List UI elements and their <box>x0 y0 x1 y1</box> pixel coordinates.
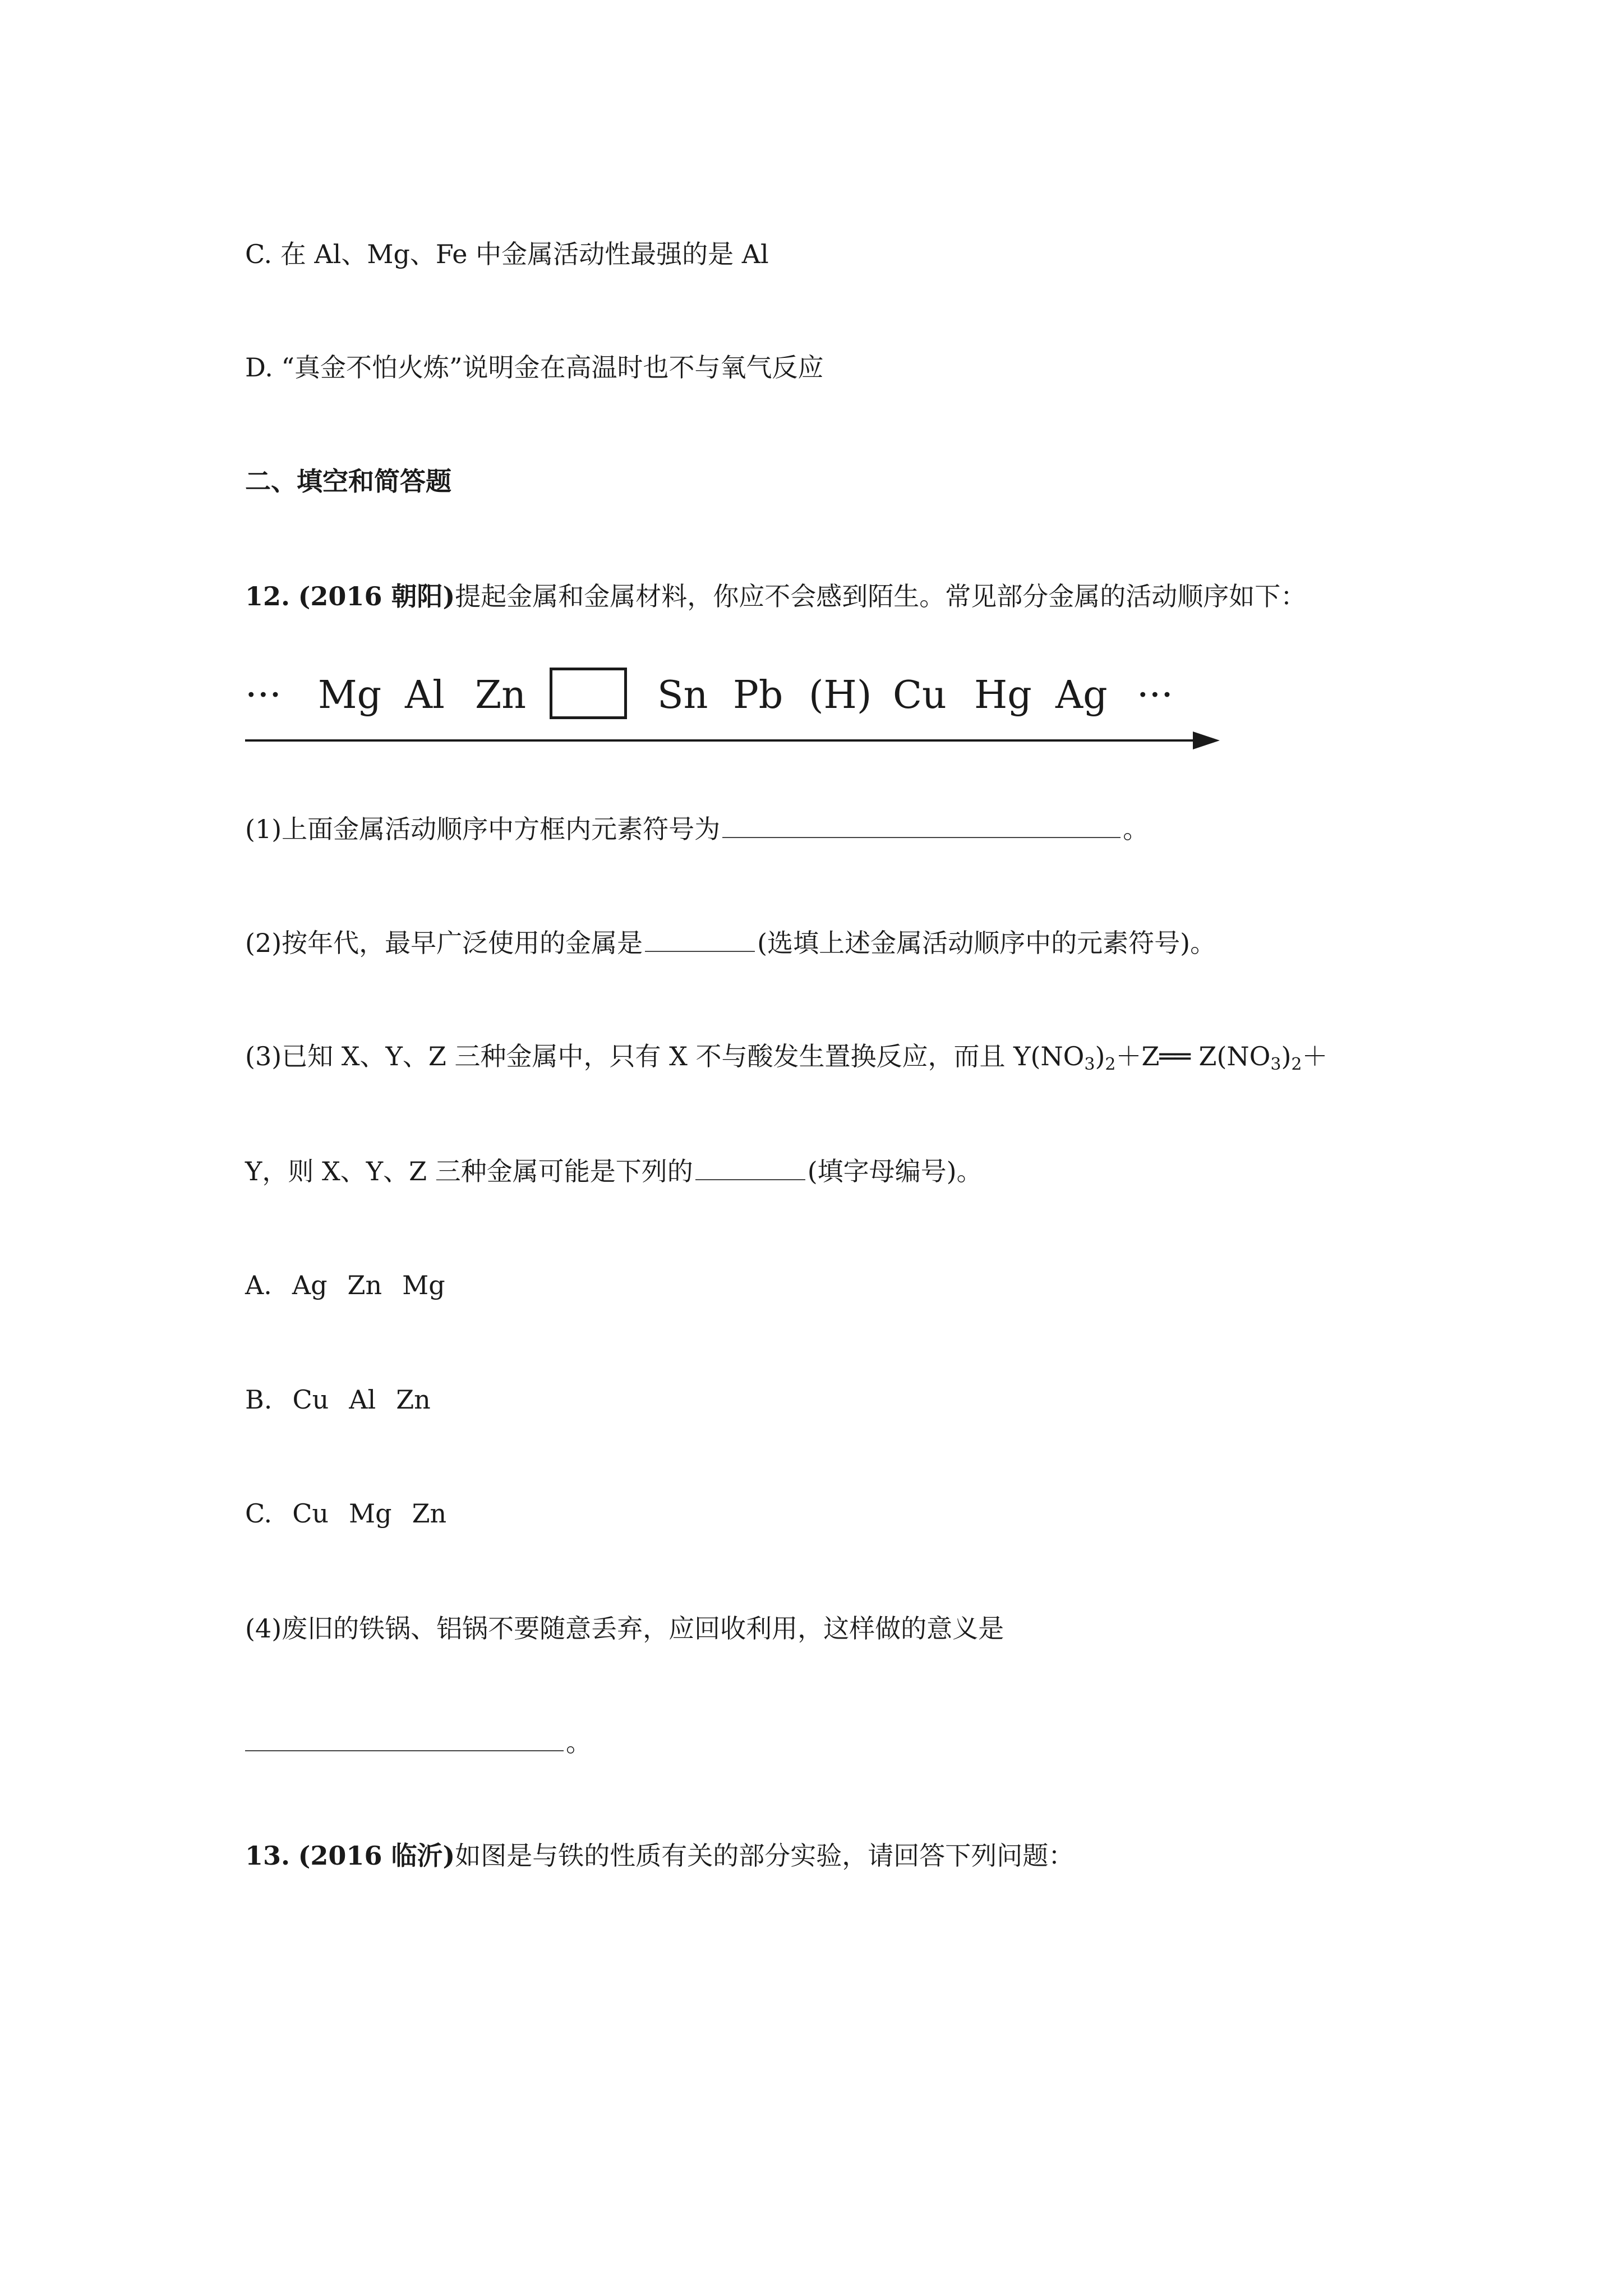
option-item: Ag <box>292 1270 328 1300</box>
q12-number: 12. <box>245 581 291 611</box>
series-metal: Sn <box>657 673 708 717</box>
subscript: 3 <box>1270 1055 1281 1074</box>
series-end-ellipsis: ··· <box>1137 673 1173 717</box>
activity-series-figure <box>245 673 1221 752</box>
q12-part1 <box>245 816 1149 842</box>
q13-source: (2016 临沂) <box>298 1841 455 1871</box>
option-letter: A. <box>245 1270 272 1300</box>
q11-option-d: D. “真金不怕火炼”说明金在高温时也不与氧气反应 <box>245 352 824 383</box>
option-letter: C. <box>245 1498 273 1529</box>
series-metal: Al <box>405 673 445 717</box>
q12-stem-line <box>245 583 1306 609</box>
q12-part1-end: 。 <box>1123 814 1149 844</box>
series-metal: (H) <box>809 673 872 717</box>
q12-option-a <box>245 1272 445 1298</box>
q12-part3-text: (3)已知 X、Y、Z 三种金属中，只有 X 不与酸发生置换反应，而且 Y(NO <box>245 1041 1085 1071</box>
option-item: Zn <box>412 1498 447 1529</box>
q11-option-c: C. 在 Al、Mg、Fe 中金属活动性最强的是 Al <box>245 239 769 269</box>
q12-part3-line2 <box>245 1158 983 1184</box>
option-item: Zn <box>396 1384 431 1415</box>
series-metal: Ag <box>1055 673 1108 717</box>
series-start-ellipsis: ··· <box>245 673 282 717</box>
series-blank-box <box>550 668 627 719</box>
q12-part3-text: ) <box>1095 1041 1105 1071</box>
section-heading: 二、填空和简答题 <box>245 466 451 496</box>
q12-stem: 提起金属和金属材料，你应不会感到陌生。常见部分金属的活动顺序如下： <box>455 581 1307 611</box>
series-metal: Hg <box>974 673 1032 717</box>
q12-part3-text: ＋Z══ Z(NO <box>1115 1041 1271 1071</box>
q12-part3-line1 <box>245 1043 1328 1073</box>
option-item: Cu <box>292 1498 329 1529</box>
q12-part3-line2-label: Y，则 X、Y、Z 三种金属可能是下列的 <box>245 1156 693 1186</box>
q12-part3-text: ) <box>1281 1041 1292 1071</box>
q12-part3-text: ＋ <box>1302 1041 1328 1071</box>
q13-number: 13. <box>245 1841 291 1871</box>
subscript: 2 <box>1105 1055 1116 1074</box>
series-metal: Pb <box>733 673 783 717</box>
series-metal: Mg <box>318 673 382 717</box>
q12-part3-line2-after: (填字母编号)。 <box>807 1156 983 1186</box>
series-metal: Cu <box>893 673 947 717</box>
subscript: 3 <box>1084 1055 1095 1074</box>
answer-blank[interactable] <box>722 832 1121 838</box>
q12-part4-answer <box>245 1729 592 1755</box>
series-metal: Zn <box>475 673 527 717</box>
q12-option-b <box>245 1384 431 1415</box>
q12-source: (2016 朝阳) <box>298 581 455 611</box>
q12-part2-after: (选填上述金属活动顺序中的元素符号)。 <box>757 928 1216 958</box>
series-arrow-line <box>245 739 1198 742</box>
answer-blank[interactable] <box>695 1175 805 1180</box>
answer-blank[interactable] <box>245 1746 564 1751</box>
q12-option-c <box>245 1498 447 1529</box>
q12-part1-label: (1)上面金属活动顺序中方框内元素符号为 <box>245 814 721 844</box>
option-item: Mg <box>402 1270 445 1300</box>
option-item: Al <box>349 1384 376 1415</box>
q12-part4-end: 。 <box>566 1727 592 1757</box>
option-item: Mg <box>349 1498 392 1529</box>
option-item: Zn <box>347 1270 382 1300</box>
series-arrowhead <box>1193 731 1220 749</box>
option-item: Cu <box>292 1384 329 1415</box>
q13-stem-line <box>245 1843 1074 1869</box>
subscript: 2 <box>1291 1055 1302 1074</box>
q12-part4: (4)废旧的铁锅、铝锅不要随意丢弃，应回收利用，这样做的意义是 <box>245 1613 1004 1644</box>
option-letter: B. <box>245 1384 273 1415</box>
q12-part2 <box>245 930 1216 956</box>
q12-part2-label: (2)按年代，最早广泛使用的金属是 <box>245 928 643 958</box>
answer-blank[interactable] <box>645 946 755 952</box>
q13-stem: 如图是与铁的性质有关的部分实验，请回答下列问题： <box>455 1841 1075 1871</box>
